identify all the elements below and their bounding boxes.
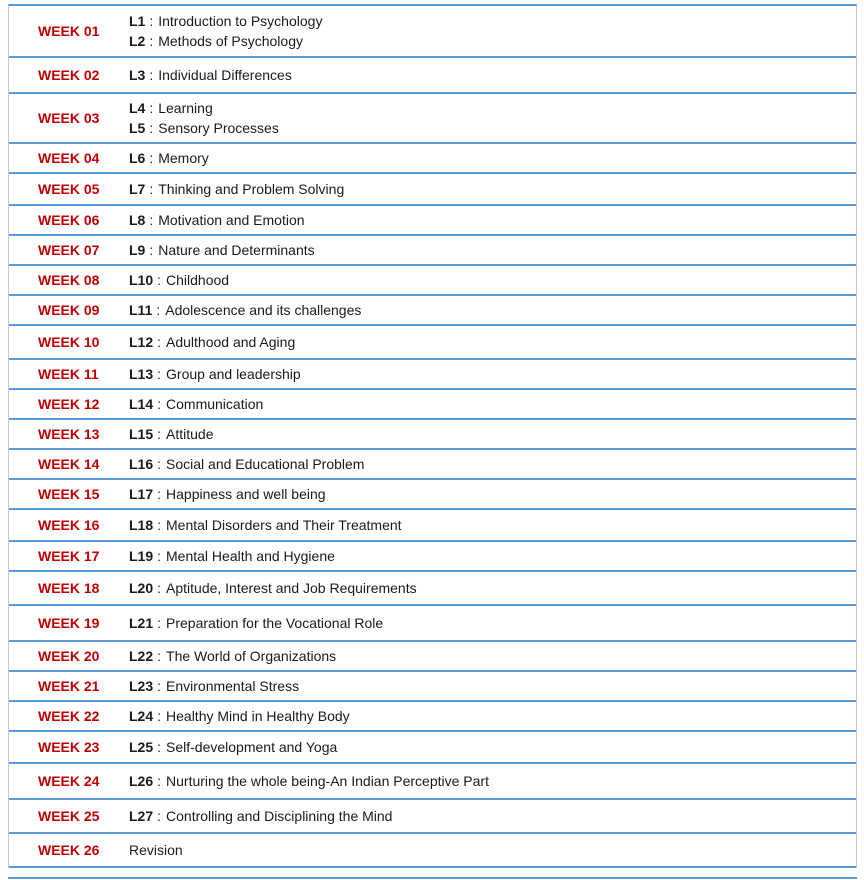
week-label: WEEK 18: [38, 580, 100, 596]
table-row: [9, 642, 856, 672]
lesson-code: L1: [129, 12, 146, 29]
lesson-separator: :: [157, 455, 162, 472]
lesson-separator: :: [149, 180, 154, 197]
lesson-code: L23: [129, 677, 154, 694]
lesson-list: [129, 241, 315, 260]
lesson-title: Memory: [158, 149, 209, 166]
lesson-separator: :: [149, 119, 154, 136]
lesson-item: [129, 333, 295, 352]
lesson-separator: :: [149, 32, 154, 49]
lesson-separator: :: [157, 365, 162, 382]
week-label: WEEK 24: [38, 773, 100, 789]
lesson-code: L14: [129, 395, 154, 412]
table-row: [9, 236, 856, 266]
week-label: WEEK 10: [38, 334, 100, 350]
lesson-separator: :: [157, 579, 162, 596]
lesson-list: [129, 395, 263, 414]
lesson-title: Childhood: [166, 271, 230, 288]
table-row: [9, 672, 856, 702]
lesson-separator: :: [149, 12, 154, 29]
lesson-item: [129, 12, 322, 31]
lesson-code: L15: [129, 425, 154, 442]
lesson-list: [129, 455, 364, 474]
table-row: [9, 174, 856, 206]
lesson-title: Thinking and Problem Solving: [158, 180, 345, 197]
lesson-title: Aptitude, Interest and Job Requirements: [166, 579, 417, 596]
lesson-title: The World of Organizations: [166, 647, 337, 664]
lesson-title: Introduction to Psychology: [158, 12, 323, 29]
lesson-list: [129, 579, 417, 598]
lesson-code: L21: [129, 614, 154, 631]
table-row: [9, 144, 856, 174]
lesson-title: Nurturing the whole being-An Indian Perceptive Part: [166, 772, 489, 789]
week-label: WEEK 26: [38, 842, 100, 858]
lesson-separator: :: [149, 241, 154, 258]
lesson-separator: :: [157, 333, 162, 350]
week-label: WEEK 16: [38, 517, 100, 533]
lesson-title: Learning: [158, 99, 213, 116]
lesson-list: [129, 365, 301, 384]
lesson-item: [129, 677, 299, 696]
table-row: [9, 6, 856, 58]
lesson-item: [129, 301, 361, 320]
lesson-code: L11: [129, 301, 153, 318]
lesson-list: [129, 425, 214, 444]
week-label: WEEK 17: [38, 548, 100, 564]
table-row: [9, 764, 856, 800]
lesson-title: Self-development and Yoga: [166, 738, 338, 755]
lesson-item: [129, 772, 489, 791]
table-row: [9, 606, 856, 642]
week-label: WEEK 12: [38, 396, 100, 412]
table-row: [9, 94, 856, 144]
lesson-item: [129, 271, 229, 290]
lesson-item: [129, 211, 305, 230]
lesson-title: Revision: [129, 841, 183, 858]
lesson-code: L5: [129, 119, 146, 136]
lesson-title: Motivation and Emotion: [158, 211, 305, 228]
table-row: [9, 266, 856, 296]
table-row: [9, 296, 856, 326]
table-row: [9, 542, 856, 572]
lesson-item: [129, 365, 301, 384]
lesson-list: [129, 12, 322, 51]
week-label: WEEK 15: [38, 486, 100, 502]
lesson-separator: :: [149, 66, 154, 83]
table-row: [9, 360, 856, 390]
lesson-item: [129, 547, 335, 566]
lesson-code: L9: [129, 241, 146, 258]
lesson-item: [129, 66, 292, 85]
lesson-separator: :: [157, 677, 162, 694]
lesson-code: L18: [129, 516, 154, 533]
lesson-code: L17: [129, 485, 154, 502]
lesson-title: Environmental Stress: [166, 677, 300, 694]
week-label: WEEK 21: [38, 678, 100, 694]
lesson-code: L19: [129, 547, 154, 564]
lesson-separator: :: [149, 99, 154, 116]
lesson-title: Individual Differences: [158, 66, 292, 83]
lesson-title: Mental Disorders and Their Treatment: [166, 516, 402, 533]
lesson-title: Adolescence and its challenges: [165, 301, 362, 318]
lesson-item: [129, 841, 183, 860]
week-label: WEEK 22: [38, 708, 100, 724]
table-row: [9, 450, 856, 480]
lesson-separator: :: [157, 271, 162, 288]
table-row: [9, 58, 856, 94]
lesson-code: L24: [129, 707, 154, 724]
lesson-item: [129, 807, 392, 826]
week-label: WEEK 03: [38, 110, 100, 126]
week-label: WEEK 20: [38, 648, 100, 664]
lesson-item: [129, 738, 337, 757]
lesson-separator: :: [157, 485, 162, 502]
lesson-title: Nature and Determinants: [158, 241, 315, 258]
table-row: [9, 326, 856, 360]
lesson-list: [129, 647, 336, 666]
lesson-list: [129, 707, 350, 726]
table-row: [9, 206, 856, 236]
lesson-list: [129, 738, 337, 757]
lesson-item: [129, 241, 315, 260]
lesson-code: L4: [129, 99, 146, 116]
lesson-list: [129, 485, 326, 504]
lesson-list: [129, 333, 295, 352]
week-label: WEEK 04: [38, 150, 100, 166]
lesson-separator: :: [157, 395, 162, 412]
lesson-item: [129, 149, 209, 168]
table-bottom-border: [8, 877, 857, 879]
lesson-item: [129, 707, 350, 726]
lesson-code: L13: [129, 365, 154, 382]
lesson-list: [129, 66, 292, 85]
lesson-list: [129, 271, 229, 290]
lesson-list: [129, 516, 402, 535]
table-row: [9, 510, 856, 542]
lesson-title: Communication: [166, 395, 264, 412]
lesson-code: L26: [129, 772, 154, 789]
lesson-code: L16: [129, 455, 154, 472]
lesson-list: [129, 211, 305, 230]
lesson-title: Attitude: [166, 425, 214, 442]
lesson-code: L7: [129, 180, 146, 197]
lesson-separator: :: [149, 149, 154, 166]
table-row: [9, 800, 856, 834]
lesson-item: [129, 180, 344, 199]
lesson-code: L6: [129, 149, 146, 166]
table-row: [9, 732, 856, 764]
week-label: WEEK 23: [38, 739, 100, 755]
lesson-item: [129, 614, 383, 633]
week-label: WEEK 07: [38, 242, 100, 258]
lesson-title: Methods of Psychology: [158, 32, 303, 49]
table-row: [9, 390, 856, 420]
lesson-code: L22: [129, 647, 154, 664]
lesson-code: L8: [129, 211, 146, 228]
lesson-item: [129, 99, 279, 118]
lesson-list: [129, 149, 209, 168]
lesson-item: [129, 425, 214, 444]
lesson-separator: :: [157, 707, 162, 724]
lesson-list: [129, 301, 361, 320]
lesson-title: Adulthood and Aging: [166, 333, 296, 350]
lesson-item: [129, 395, 263, 414]
lesson-item: [129, 647, 336, 666]
week-label: WEEK 25: [38, 808, 100, 824]
week-label: WEEK 19: [38, 615, 100, 631]
lesson-title: Mental Health and Hygiene: [166, 547, 335, 564]
week-label: WEEK 11: [38, 366, 99, 382]
lesson-title: Sensory Processes: [158, 119, 279, 136]
lesson-list: [129, 677, 299, 696]
lesson-separator: :: [157, 614, 162, 631]
lesson-item: [129, 485, 326, 504]
week-label: WEEK 01: [38, 23, 100, 39]
table-row: [9, 702, 856, 732]
lesson-list: [129, 614, 383, 633]
lesson-list: [129, 772, 489, 791]
lesson-separator: :: [157, 425, 162, 442]
table-row: [9, 572, 856, 606]
lesson-list: [129, 547, 335, 566]
lesson-title: Controlling and Disciplining the Mind: [166, 807, 393, 824]
table-row: [9, 480, 856, 510]
lesson-separator: :: [157, 772, 162, 789]
lesson-list: [129, 99, 279, 138]
lesson-code: L25: [129, 738, 154, 755]
lesson-separator: :: [157, 516, 162, 533]
lesson-item: [129, 32, 322, 51]
lesson-separator: :: [157, 807, 162, 824]
week-label: WEEK 09: [38, 302, 100, 318]
week-label: WEEK 08: [38, 272, 100, 288]
lesson-list: [129, 841, 183, 860]
lesson-separator: :: [156, 301, 161, 318]
week-label: WEEK 13: [38, 426, 100, 442]
lesson-code: L12: [129, 333, 154, 350]
lesson-separator: :: [157, 647, 162, 664]
lesson-item: [129, 455, 364, 474]
week-label: WEEK 14: [38, 456, 100, 472]
course-schedule-table: [8, 4, 857, 868]
lesson-code: L27: [129, 807, 154, 824]
week-label: WEEK 06: [38, 212, 100, 228]
lesson-code: L20: [129, 579, 154, 596]
lesson-title: Healthy Mind in Healthy Body: [166, 707, 350, 724]
lesson-separator: :: [157, 738, 162, 755]
lesson-title: Preparation for the Vocational Role: [166, 614, 384, 631]
lesson-list: [129, 807, 392, 826]
lesson-code: L3: [129, 66, 146, 83]
lesson-code: L10: [129, 271, 154, 288]
week-label: WEEK 05: [38, 181, 100, 197]
lesson-title: Social and Educational Problem: [166, 455, 365, 472]
lesson-item: [129, 579, 417, 598]
lesson-title: Group and leadership: [166, 365, 301, 382]
lesson-separator: :: [149, 211, 154, 228]
lesson-item: [129, 119, 279, 138]
lesson-separator: :: [157, 547, 162, 564]
lesson-list: [129, 180, 344, 199]
week-label: WEEK 02: [38, 67, 100, 83]
table-row: [9, 834, 856, 868]
lesson-code: L2: [129, 32, 146, 49]
lesson-item: [129, 516, 402, 535]
table-row: [9, 420, 856, 450]
lesson-title: Happiness and well being: [166, 485, 326, 502]
